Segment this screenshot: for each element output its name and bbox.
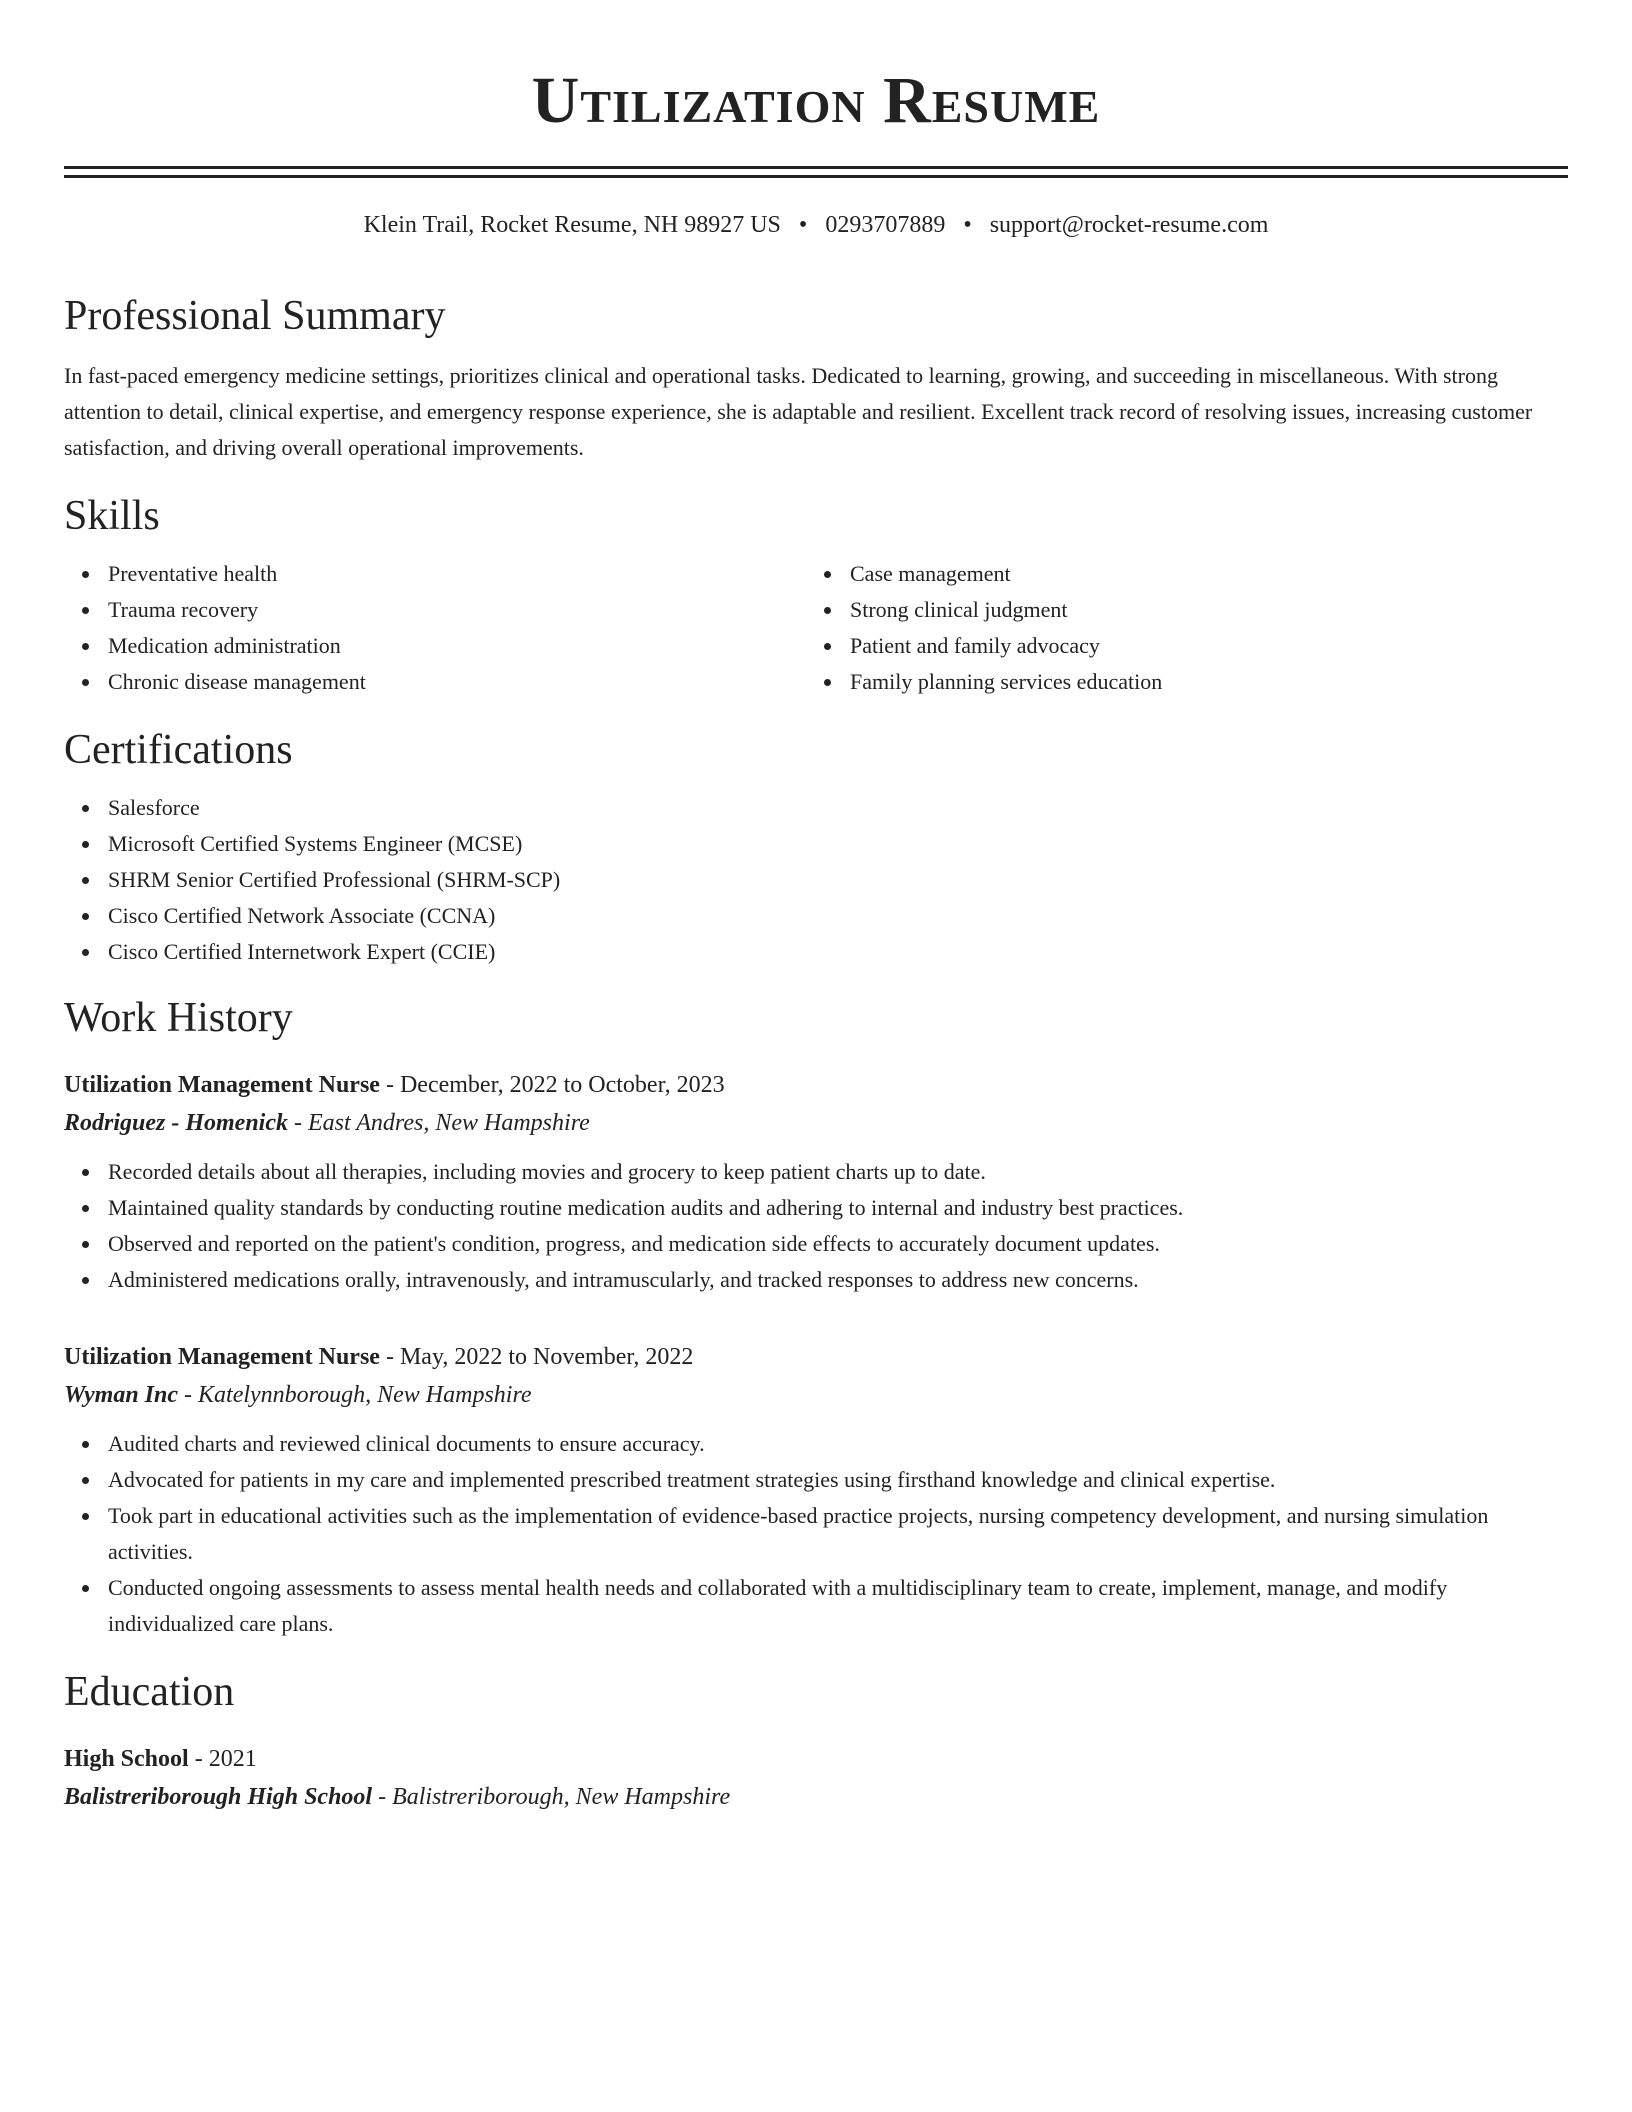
education-location: Balistreriborough, New Hampshire bbox=[392, 1784, 731, 1810]
summary-text: In fast-paced emergency medicine settings, prioritizes clinical and operational tasks. Dedicated to learning, growing, and succeeding in miscellaneous. With strong attention to detail, clinical expertise, and emergency response experience, she is adaptable and resilient. Excellent track record of resolving issues, increasing customer satisfaction, and driving overall operational improvements. bbox=[64, 363, 1533, 460]
certification-item: SHRM Senior Certified Professional (SHRM-SCP) bbox=[64, 862, 1568, 898]
certifications-list bbox=[64, 790, 1568, 970]
job-duty: Advocated for patients in my care and implemented prescribed treatment strategies using firsthand knowledge and clinical expertise. bbox=[64, 1462, 1568, 1498]
skill-item: Medication administration bbox=[64, 628, 806, 664]
education-year: 2021 bbox=[208, 1746, 257, 1772]
job-duty: Observed and reported on the patient's condition, progress, and medication side effects to accurately document updates. bbox=[64, 1226, 1568, 1262]
skills-list-left bbox=[64, 556, 806, 700]
employer-line bbox=[64, 1104, 1568, 1142]
job-entry bbox=[64, 1338, 1568, 1642]
header-divider-thin bbox=[64, 175, 1568, 178]
job-duties-list bbox=[64, 1426, 1568, 1642]
skills-list-right bbox=[806, 556, 1548, 700]
work-history-heading: Work History bbox=[64, 995, 293, 1041]
certification-item: Cisco Certified Internetwork Expert (CCIE) bbox=[64, 934, 1568, 970]
job-dash: - bbox=[379, 1072, 400, 1098]
job-duty: Administered medications orally, intravenously, and intramuscularly, and tracked responses to address new concerns. bbox=[64, 1262, 1568, 1298]
contact-line bbox=[64, 208, 1568, 242]
header-divider-thick bbox=[64, 166, 1568, 169]
job-entry bbox=[64, 1066, 1568, 1298]
education-dash: - bbox=[188, 1746, 209, 1772]
job-role: Utilization Management Nurse bbox=[64, 1072, 380, 1098]
skill-item: Trauma recovery bbox=[64, 592, 806, 628]
education-heading: Education bbox=[64, 1669, 235, 1715]
job-employer: Wyman Inc bbox=[64, 1382, 179, 1408]
job-title-line bbox=[64, 1338, 1568, 1376]
employer-line bbox=[64, 1376, 1568, 1414]
job-duty: Conducted ongoing assessments to assess mental health needs and collaborated with a multidisciplinary team to create, implement, manage, and modify individualized care plans. bbox=[64, 1570, 1568, 1642]
skill-item: Preventative health bbox=[64, 556, 806, 592]
certification-item: Cisco Certified Network Associate (CCNA) bbox=[64, 898, 1568, 934]
contact-separator: • bbox=[963, 212, 972, 238]
skill-item: Strong clinical judgment bbox=[806, 592, 1548, 628]
school-line bbox=[64, 1778, 1568, 1816]
certification-item: Salesforce bbox=[64, 790, 1568, 826]
education-entry bbox=[64, 1740, 1568, 1816]
job-dash: - bbox=[178, 1382, 199, 1408]
skill-item: Family planning services education bbox=[806, 664, 1548, 700]
job-dates: May, 2022 to November, 2022 bbox=[399, 1344, 694, 1370]
job-dates: December, 2022 to October, 2023 bbox=[399, 1072, 725, 1098]
job-location: East Andres, New Hampshire bbox=[308, 1110, 590, 1136]
job-employer: Rodriguez - Homenick bbox=[64, 1110, 289, 1136]
skills-grid bbox=[64, 556, 1568, 700]
job-duty: Took part in educational activities such as the implementation of evidence-based practice projects, nursing competency development, and nursing simulation activities. bbox=[64, 1498, 1568, 1570]
skills-heading: Skills bbox=[64, 493, 160, 539]
degree-line bbox=[64, 1740, 1568, 1778]
education-degree: High School bbox=[64, 1746, 189, 1772]
summary-heading: Professional Summary bbox=[64, 293, 446, 339]
skills-column-right bbox=[806, 556, 1548, 700]
job-duty: Maintained quality standards by conducting routine medication audits and adhering to internal and industry best practices. bbox=[64, 1190, 1568, 1226]
job-duties-list bbox=[64, 1154, 1568, 1298]
job-dash: - bbox=[379, 1344, 400, 1370]
contact-email: support@rocket-resume.com bbox=[989, 212, 1269, 238]
skill-item: Patient and family advocacy bbox=[806, 628, 1548, 664]
resume-name: Utilization Resume bbox=[531, 64, 1101, 137]
job-role: Utilization Management Nurse bbox=[64, 1344, 380, 1370]
education-school: Balistreriborough High School bbox=[64, 1784, 373, 1810]
contact-separator: • bbox=[798, 212, 808, 238]
job-location: Katelynnborough, New Hampshire bbox=[198, 1382, 532, 1408]
skill-item: Case management bbox=[806, 556, 1548, 592]
contact-address: Klein Trail, Rocket Resume, NH 98927 US bbox=[363, 212, 781, 238]
certifications-heading: Certifications bbox=[64, 727, 293, 773]
education-dash: - bbox=[372, 1784, 393, 1810]
job-duty: Recorded details about all therapies, including movies and grocery to keep patient charts up to date. bbox=[64, 1154, 1568, 1190]
job-title-line bbox=[64, 1066, 1568, 1104]
skills-column-left bbox=[64, 556, 806, 700]
contact-phone: 0293707889 bbox=[825, 212, 946, 238]
certification-item: Microsoft Certified Systems Engineer (MCSE) bbox=[64, 826, 1568, 862]
job-duty: Audited charts and reviewed clinical documents to ensure accuracy. bbox=[64, 1426, 1568, 1462]
job-dash: - bbox=[288, 1110, 309, 1136]
skill-item: Chronic disease management bbox=[64, 664, 806, 700]
